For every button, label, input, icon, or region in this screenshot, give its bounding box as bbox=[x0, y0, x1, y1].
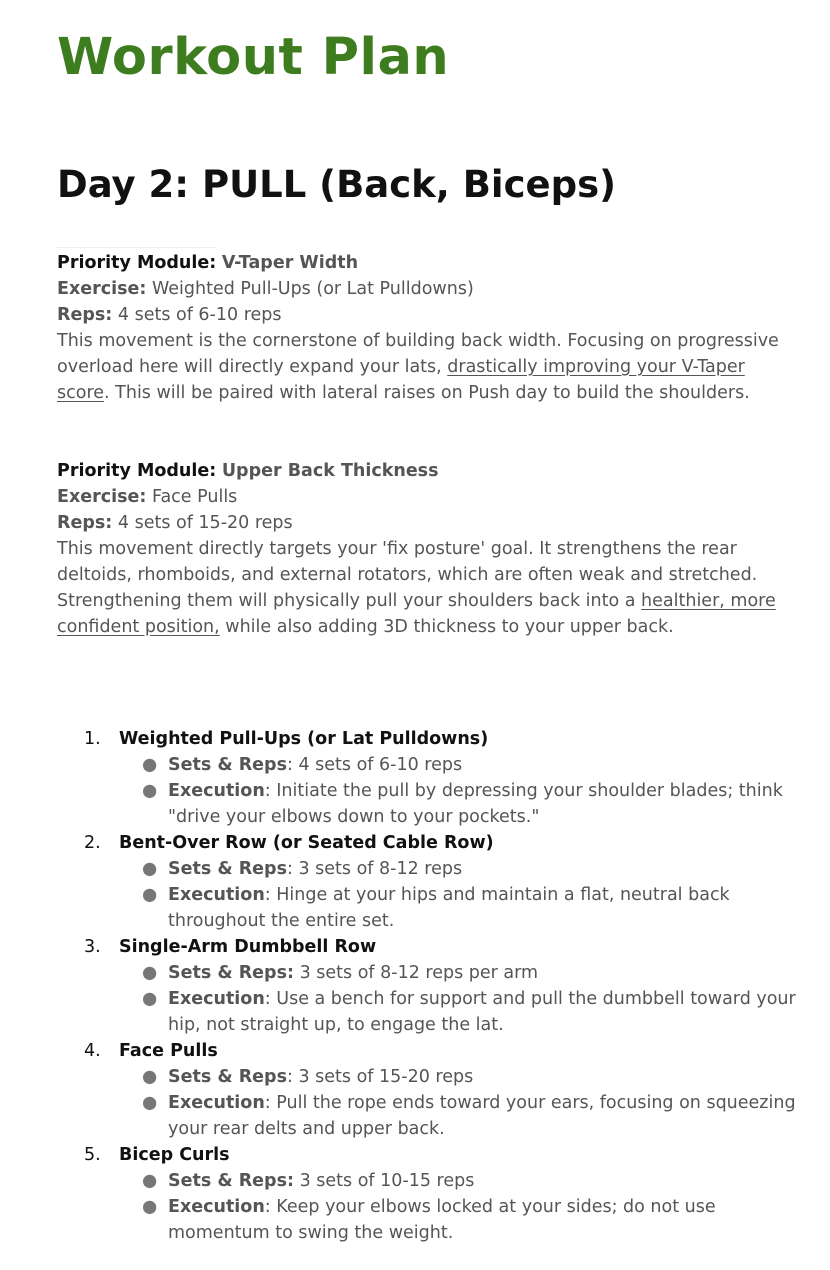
reps-label: Reps: bbox=[57, 305, 113, 325]
execution-value: Initiate the pull by depressing your shoulder blades; think "drive your elbows down to your pockets." bbox=[168, 781, 783, 827]
description-text: This movement is the cornerstone of building back width. Focusing on progressive overload here will directly expand your lats, bbox=[57, 331, 779, 377]
exercise-details bbox=[119, 1168, 797, 1246]
exercise-name: Single-Arm Dumbbell Row bbox=[119, 937, 377, 957]
priority-module-upper-back bbox=[57, 458, 797, 640]
description-emphasis: healthier, more confident position, bbox=[57, 591, 776, 637]
exercise-item bbox=[57, 830, 797, 934]
priority-module-label: Priority Module: bbox=[57, 461, 217, 481]
execution-label: Execution bbox=[168, 781, 265, 801]
module-name: Upper Back Thickness bbox=[221, 461, 439, 481]
description-emphasis: drastically improving your V-Taper score bbox=[57, 357, 745, 403]
module-reps bbox=[57, 510, 797, 536]
sets-reps-label: Sets & Reps bbox=[168, 1067, 287, 1087]
execution-label: Execution bbox=[168, 885, 265, 905]
priority-module-label: Priority Module: bbox=[57, 253, 217, 273]
list-number: 3. bbox=[84, 937, 101, 957]
exercise-details bbox=[119, 1064, 797, 1142]
execution-label: Execution bbox=[168, 989, 265, 1009]
sets-reps-value: 3 sets of 8-12 reps per arm bbox=[299, 963, 539, 983]
bullet-icon: ● bbox=[142, 781, 158, 801]
exercise-item bbox=[57, 726, 797, 830]
sets-reps-value: 3 sets of 8-12 reps bbox=[298, 859, 463, 879]
bullet-icon: ● bbox=[142, 989, 158, 1009]
execution-item: ● Execution: Hinge at your hips and maintain a flat, neutral back throughout the entire set. bbox=[119, 882, 797, 934]
sets-reps-label: Sets & Reps: bbox=[168, 963, 294, 983]
execution-value: Hinge at your hips and maintain a flat, neutral back throughout the entire set. bbox=[168, 885, 730, 931]
sets-reps-item: ● Sets & Reps: 3 sets of 8-12 reps bbox=[119, 856, 797, 882]
module-description bbox=[57, 536, 797, 640]
bullet-icon: ● bbox=[142, 1197, 158, 1217]
exercise-details bbox=[119, 752, 797, 830]
sets-reps-value: 3 sets of 10-15 reps bbox=[299, 1171, 475, 1191]
module-heading bbox=[57, 250, 797, 276]
exercise-list bbox=[57, 726, 797, 1246]
module-heading bbox=[57, 458, 797, 484]
exercise-name: Face Pulls bbox=[119, 1041, 218, 1061]
exercise-value: Weighted Pull-Ups (or Lat Pulldowns) bbox=[151, 279, 474, 299]
exercise-name: Bicep Curls bbox=[119, 1145, 230, 1165]
day-heading: Day 2: PULL (Back, Biceps) bbox=[57, 163, 617, 206]
list-number: 1. bbox=[84, 729, 101, 749]
bullet-icon: ● bbox=[142, 963, 158, 983]
sets-reps-value: 3 sets of 15-20 reps bbox=[298, 1067, 474, 1087]
exercise-details bbox=[119, 960, 797, 1038]
execution-label: Execution bbox=[168, 1093, 265, 1113]
sets-reps-item bbox=[119, 960, 797, 986]
execution-item: ● Execution: Use a bench for support and pull the dumbbell toward your hip, not straight up, to engage the lat. bbox=[119, 986, 797, 1038]
exercise-label: Exercise: bbox=[57, 487, 147, 507]
exercise-value: Face Pulls bbox=[151, 487, 238, 507]
module-exercise bbox=[57, 276, 797, 302]
divider bbox=[57, 247, 217, 248]
exercise-name: Weighted Pull-Ups (or Lat Pulldowns) bbox=[119, 729, 489, 749]
sets-reps-value: 4 sets of 6-10 reps bbox=[298, 755, 463, 775]
sets-reps-label: Sets & Reps: bbox=[168, 1171, 294, 1191]
sets-reps-item: ● Sets & Reps: 4 sets of 6-10 reps bbox=[119, 752, 797, 778]
execution-item: ● Execution: Initiate the pull by depressing your shoulder blades; think "drive your elbows down to your pockets." bbox=[119, 778, 797, 830]
reps-value: 4 sets of 6-10 reps bbox=[117, 305, 282, 325]
exercise-item bbox=[57, 1038, 797, 1142]
execution-label: Execution bbox=[168, 1197, 265, 1217]
module-name: V-Taper Width bbox=[221, 253, 359, 273]
description-text: This movement directly targets your 'fix posture' goal. It strengthens the rear deltoids, rhomboids, and external rotators, which are often weak and stretched. Strengthening them will physically pull your shoulders back into a bbox=[57, 539, 758, 611]
reps-value: 4 sets of 15-20 reps bbox=[117, 513, 293, 533]
reps-label: Reps: bbox=[57, 513, 113, 533]
exercise-name: Bent-Over Row (or Seated Cable Row) bbox=[119, 833, 494, 853]
sets-reps-label: Sets & Reps bbox=[168, 859, 287, 879]
execution-item: ● Execution: Keep your elbows locked at your sides; do not use momentum to swing the weight. bbox=[119, 1194, 797, 1246]
module-reps bbox=[57, 302, 797, 328]
bullet-icon: ● bbox=[142, 885, 158, 905]
bullet-icon: ● bbox=[142, 859, 158, 879]
bullet-icon: ● bbox=[142, 1093, 158, 1113]
list-number: 5. bbox=[84, 1145, 101, 1165]
sets-reps-item bbox=[119, 1168, 797, 1194]
description-text-end: . This will be paired with lateral raises on Push day to build the shoulders. bbox=[104, 383, 750, 403]
list-number: 2. bbox=[84, 833, 101, 853]
exercise-item bbox=[57, 1142, 797, 1246]
list-number: 4. bbox=[84, 1041, 101, 1061]
exercise-item bbox=[57, 934, 797, 1038]
execution-item: ● Execution: Pull the rope ends toward your ears, focusing on squeezing your rear delts and upper back. bbox=[119, 1090, 797, 1142]
exercise-label: Exercise: bbox=[57, 279, 147, 299]
module-exercise bbox=[57, 484, 797, 510]
execution-value: Pull the rope ends toward your ears, focusing on squeezing your rear delts and upper back. bbox=[168, 1093, 796, 1139]
execution-value: Use a bench for support and pull the dumbbell toward your hip, not straight up, to engage the lat. bbox=[168, 989, 796, 1035]
priority-module-v-taper bbox=[57, 250, 797, 406]
bullet-icon: ● bbox=[142, 1067, 158, 1087]
execution-value: Keep your elbows locked at your sides; do not use momentum to swing the weight. bbox=[168, 1197, 716, 1243]
module-description bbox=[57, 328, 797, 406]
sets-reps-label: Sets & Reps bbox=[168, 755, 287, 775]
description-text-end: while also adding 3D thickness to your upper back. bbox=[219, 617, 674, 637]
page-title: Workout Plan bbox=[57, 28, 450, 87]
bullet-icon: ● bbox=[142, 755, 158, 775]
exercise-details bbox=[119, 856, 797, 934]
sets-reps-item: ● Sets & Reps: 3 sets of 15-20 reps bbox=[119, 1064, 797, 1090]
bullet-icon: ● bbox=[142, 1171, 158, 1191]
